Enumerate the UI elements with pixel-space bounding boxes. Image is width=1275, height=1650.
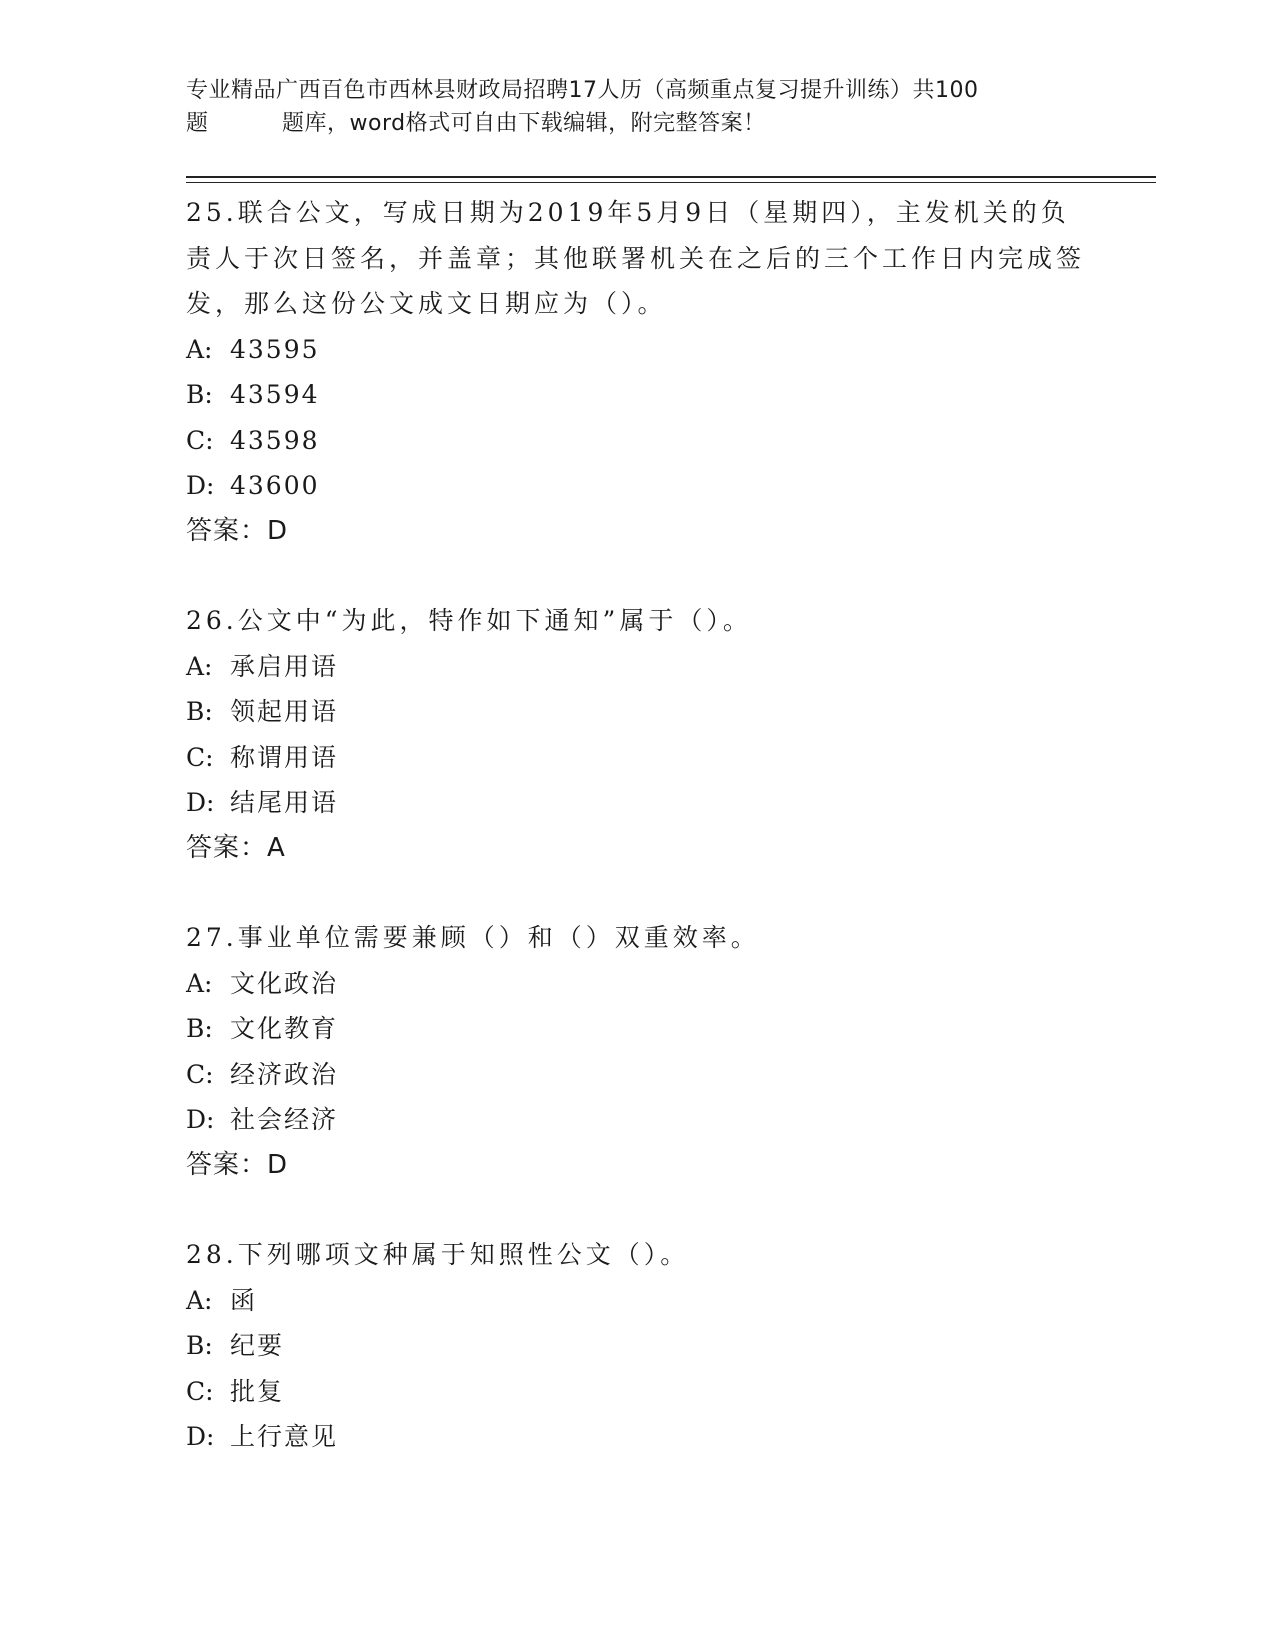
option-key: C: — [186, 425, 214, 455]
option-value: 文化政治 — [230, 968, 339, 998]
option-value: 社会经济 — [230, 1105, 339, 1134]
header-divider-thick — [186, 176, 1156, 178]
question-text: 27.事业单位需要兼顾（）和（）双重效率。 — [186, 923, 760, 952]
option-d — [186, 463, 1086, 509]
option-value: 纪要 — [230, 1331, 285, 1360]
option-d — [186, 780, 1086, 826]
option-a — [186, 327, 1086, 373]
option-value: 43598 — [230, 425, 320, 455]
option-value: 经济政治 — [230, 1059, 339, 1089]
question-25 — [186, 190, 1086, 554]
question-text: 26.公文中“为此，特作如下通知”属于（）。 — [186, 606, 752, 635]
answer-line: 答案：D — [186, 515, 289, 546]
answer-line: 答案：D — [186, 1149, 289, 1180]
option-value: 函 — [230, 1285, 258, 1315]
option-value: 结尾用语 — [230, 788, 339, 817]
question-28 — [186, 1232, 1086, 1460]
option-key: C: — [186, 1376, 214, 1406]
option-key: B: — [186, 1331, 213, 1360]
option-key: D: — [186, 788, 215, 817]
page-header — [186, 74, 1086, 140]
option-key: A: — [186, 1285, 213, 1315]
spacer — [186, 554, 1086, 598]
option-key: D: — [186, 1422, 215, 1451]
option-key: D: — [186, 471, 215, 500]
spacer — [186, 1188, 1086, 1232]
option-b — [186, 372, 1086, 418]
option-b — [186, 1006, 1086, 1052]
option-value: 上行意见 — [230, 1422, 339, 1451]
option-key: A: — [186, 968, 213, 998]
header-title-line1: 专业精品广西百色市西林县财政局招聘17人历（高频重点复习提升训练）共100 — [186, 78, 979, 103]
option-b — [186, 689, 1086, 735]
option-b — [186, 1323, 1086, 1369]
option-key: A: — [186, 334, 213, 364]
option-value: 文化教育 — [230, 1014, 339, 1043]
option-c — [186, 735, 1086, 781]
question-text: 28.下列哪项文种属于知照性公文（）。 — [186, 1240, 690, 1269]
spacer — [186, 871, 1086, 915]
answer-line: 答案：A — [186, 832, 286, 863]
option-value: 43595 — [230, 334, 320, 364]
header-line2-prefix: 题 — [186, 111, 209, 136]
option-value: 43594 — [230, 380, 320, 409]
option-key: C: — [186, 1059, 214, 1089]
option-c — [186, 418, 1086, 464]
header-line2-rest: 题库，word格式可自由下载编辑，附完整答案！ — [282, 111, 766, 136]
option-value: 领起用语 — [230, 697, 339, 726]
option-key: A: — [186, 651, 213, 681]
option-c — [186, 1369, 1086, 1415]
question-list — [186, 190, 1086, 1460]
option-value: 43600 — [230, 471, 320, 500]
option-d — [186, 1097, 1086, 1143]
option-key: C: — [186, 742, 214, 772]
option-key: B: — [186, 1014, 213, 1043]
option-d — [186, 1414, 1086, 1460]
option-a — [186, 644, 1086, 690]
option-key: D: — [186, 1105, 215, 1134]
header-divider-thin — [186, 182, 1156, 183]
option-value: 承启用语 — [230, 651, 339, 681]
question-text: 25.联合公文，写成日期为2019年5月9日（星期四），主发机关的负责人于次日签名，并盖章；其他联署机关在之后的三个工作日内完成签发，那么这份公文成文日期应为（）。 — [186, 198, 1086, 318]
option-key: B: — [186, 697, 213, 726]
question-27 — [186, 915, 1086, 1188]
option-c — [186, 1052, 1086, 1098]
option-a — [186, 1278, 1086, 1324]
option-value: 批复 — [230, 1376, 285, 1406]
option-a — [186, 961, 1086, 1007]
option-value: 称谓用语 — [230, 742, 339, 772]
header-title-line2 — [186, 107, 1086, 140]
question-26 — [186, 598, 1086, 871]
option-key: B: — [186, 380, 213, 409]
